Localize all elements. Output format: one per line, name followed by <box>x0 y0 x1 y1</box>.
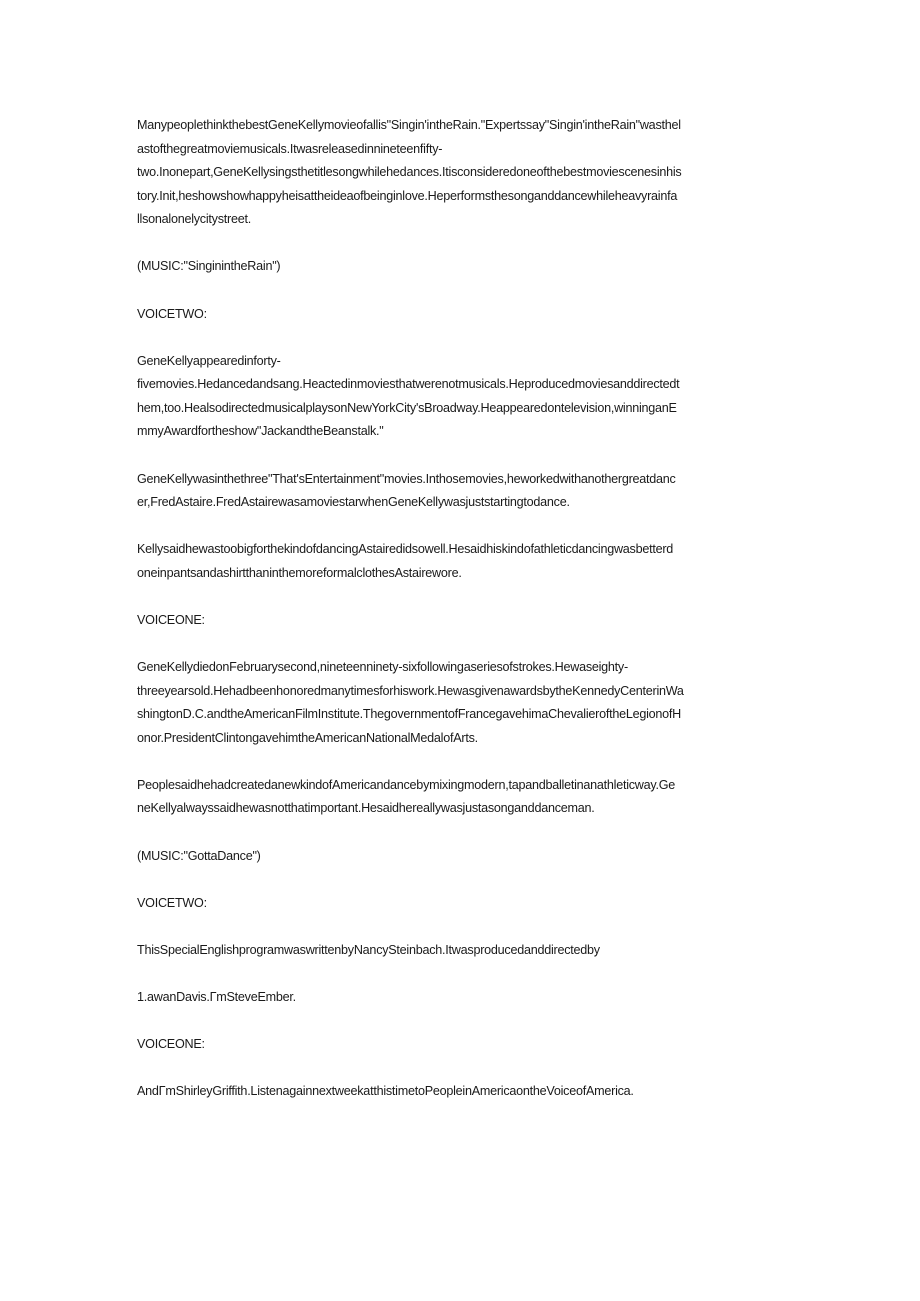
paragraph-program-credits: ThisSpecialEnglishprogramwaswrittenbyNancySteinbach.Itwasproducedanddirectedby <box>137 942 600 957</box>
speaker-label-voice-two: VOICETWO: <box>137 306 207 321</box>
paragraph-forty-five-movies: GeneKellyappearedinforty- fivemovies.Hedancedandsang.Heactedinmoviesthatwerenotmusicals.Heproducedmoviesanddirectedt hem,too.HealsodirectedmusicalplaysonNewYorkCity'sBroadway.Heappearedontelevision,winninganE mmyAwardfortheshow"JackandtheBeanstalk." <box>137 353 680 439</box>
speaker-label-voice-two: VOICETWO: <box>137 895 207 910</box>
paragraph-astaire-comparison: KellysaidhewastoobigforthekindofdancingAstairedidsowell.Hesaidhiskindofathleticdancingwasbetterd oneinpantsandashirtthaninthemoreformalclothesAstairewore. <box>137 542 674 580</box>
document-body <box>137 114 785 1104</box>
speaker-label-voice-one: VOICEONE: <box>137 612 205 627</box>
speaker-label-voice-one: VOICEONE: <box>137 1036 205 1051</box>
paragraph-host-credit: 1.awanDavis.ΓmSteveEmber. <box>137 989 296 1004</box>
paragraph-singin-in-the-rain: ManypeoplethinkthebestGeneKellymovieofallis"Singin'intheRain."Expertssay"Singin'intheRain"wasthel astofthegreatmoviemusicals.Itwasreleasedinnineteenfifty- two.Inonepart,GeneKellysingsthetitlesongwhilehedances.Itisconsideredoneofthebestmoviescenesinhis tory.Init,heshowshowhappyheisattheideaofbeinginlove.Heperformsthesonganddancewhileheavyrainfa llsonalonelycitystreet. <box>137 118 682 227</box>
music-cue-gotta-dance: (MUSIC:"GottaDance") <box>137 848 261 863</box>
paragraph-death-and-honors: GeneKellydiedonFebruarysecond,nineteenninety-sixfollowingaseriesofstrokes.Hewaseighty- threeyearsold.Hehadbeenhonoredmanytimesforhiswork.HewasgivenawardsbytheKennedyCenterinWa shingtonD.C.andtheAmericanFilmInstitute.ThegovernmentofFrancegavehimaChevalieroftheLegionofH onor.PresidentClintongavehimtheAmericanNationalMedalofArts. <box>137 660 684 745</box>
paragraph-thats-entertainment: GeneKellywasinthethree"That'sEntertainment"movies.Inthosemovies,heworkedwithanothergreatdanc er,FredAstaire.FredAstairewasamoviestarwhenGeneKellywasjuststartingtodance. <box>137 471 676 510</box>
paragraph-new-kind-of-dance: PeoplesaidhehadcreatedanewkindofAmericandancebymixingmodern,tapandballetinanathleticway.Ge neKellyalwayssaidhewasnotthatimportant.Hesaidhereallywasjustasonganddanceman. <box>137 777 676 816</box>
paragraph-closing: AndΓmShirleyGriffith.ListenagainnextweekatthistimetoPeopleinAmericaontheVoiceofAmerica. <box>137 1084 634 1099</box>
music-cue-singin-in-the-rain: (MUSIC:"SinginintheRain") <box>137 259 281 274</box>
